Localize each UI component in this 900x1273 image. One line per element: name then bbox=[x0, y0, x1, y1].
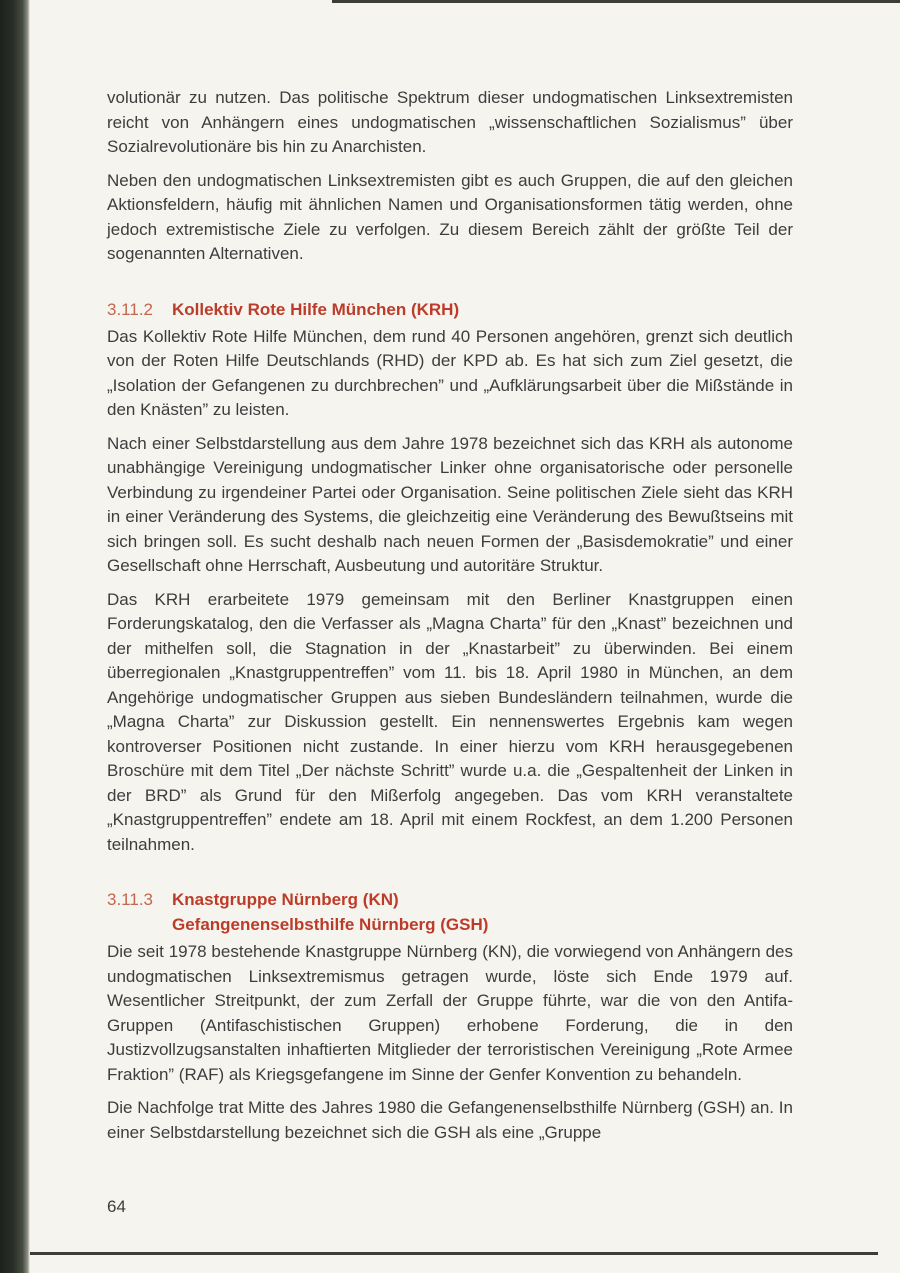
section-title bbox=[172, 887, 488, 937]
section-number: 3.11.3 bbox=[107, 890, 154, 909]
paragraph: Das Kollektiv Rote Hilfe München, dem rund 40 Personen angehören, grenzt sich deutlich von der Roten Hilfe Deutschlands (RHD) der KPD ab. Es hat sich zum Ziel gesetzt, die „Isolation der Gefangenen zu durchbrechen” und „Aufklärungsarbeit über die Mißstände in den Knästen” zu leisten. bbox=[107, 326, 793, 419]
paragraph: Das KRH erarbeitete 1979 gemeinsam mit den Berliner Knastgruppen einen Forderungskatalog, den die Verfasser als „Magna Charta” für den „Knast” bezeichnen und der mithelfen soll, die Stagnation in der „Knastarbeit” zu überwinden. Bei einem überregionalen „Knastgruppentreffen” vom 11. bis 18. April 1980 in München, an dem Angehörige undogmatischer Gruppen aus sieben Bundesländern teilnahmen, wurde die „Magna Charta” zur Diskussion gestellt. Ein nennenswertes Ergebnis kam wegen kontroverser Positionen nicht zustande. In einer hierzu vom KRH herausgegebenen Broschüre mit dem Titel „Der nächste Schritt” wurde u.a. die „Gespaltenheit der Linken in der BRD” als Grund für den Mißerfolg angegeben. Das vom KRH veranstaltete „Knastgruppentreffen” endete am 18. April mit einem Rockfest, an dem 1.200 Personen teilnahmen. bbox=[107, 589, 793, 854]
section-heading-kn-gsh bbox=[107, 887, 793, 937]
scan-line-bottom bbox=[30, 1252, 878, 1255]
paragraph: Die Nachfolge trat Mitte des Jahres 1980 die Gefangenenselbsthilfe Nürnberg (GSH) an. In einer Selbstdarstellung bezeichnet sich die GSH als eine „Gruppe bbox=[107, 1098, 793, 1142]
section-title-line: Gefangenenselbsthilfe Nürnberg (GSH) bbox=[172, 915, 489, 934]
paragraph: Nach einer Selbstdarstellung aus dem Jahre 1978 bezeichnet sich das KRH als autonome unabhängige Vereinigung undogmatischer Linker ohne organisatorische oder personelle Verbindung zu irgendeiner Partei oder Organisation. Seine politischen Ziele sieht das KRH in einer Veränderung des Systems, die gleichzeitig eine Veränderung des Bewußtseins mit sich bringen soll. Es sucht deshalb nach neuen Formen der „Basisdemokratie” und einer Gesellschaft ohne Herrschaft, Ausbeutung und autoritäre Struktur. bbox=[107, 433, 793, 575]
section-title-line: Kollektiv Rote Hilfe München (KRH) bbox=[172, 299, 460, 319]
page-number: 64 bbox=[107, 1197, 126, 1216]
page-body-text bbox=[107, 86, 793, 1154]
section-heading-krh bbox=[107, 297, 793, 322]
paragraph: Die seit 1978 bestehende Knastgruppe Nürnberg (KN), die vorwiegend von Anhängern des undogmatischen Linksextremismus getragen wurde, löste sich Ende 1979 auf. Wesentlicher Streitpunkt, der zum Zerfall der Gruppe führte, war die von den Antifa-Gruppen (Antifaschistischen Gruppen) erhobene Forderung, die in den Justizvollzugsanstalten inhaftierten Mitglieder der terroristischen Vereinigung „Rote Armee Fraktion” (RAF) als Kriegsgefangene im Sinne der Genfer Konvention zu behandeln. bbox=[107, 942, 793, 1084]
section-title bbox=[172, 297, 459, 322]
paragraph: volutionär zu nutzen. Das politische Spektrum dieser undogmatischen Linksextremisten reicht von Anhängern eines undogmatischen „wissenschaftlichen Sozialismus” über Sozialrevolutionäre bis hin zu Anarchisten. bbox=[107, 88, 793, 156]
scan-line-top bbox=[332, 0, 900, 3]
section-number: 3.11.2 bbox=[107, 299, 154, 319]
paragraph: Neben den undogmatischen Linksextremisten gibt es auch Gruppen, die auf den gleichen Aktionsfeldern, häufig mit ähnlichen Namen und Organisationsformen tätig werden, ohne jedoch extremistische Ziele zu verfolgen. Zu diesem Bereich zählt der größte Teil der sogenannten Alternativen. bbox=[107, 170, 793, 263]
scan-edge-left bbox=[0, 0, 30, 1273]
section-title-line: Knastgruppe Nürnberg (KN) bbox=[172, 890, 399, 909]
